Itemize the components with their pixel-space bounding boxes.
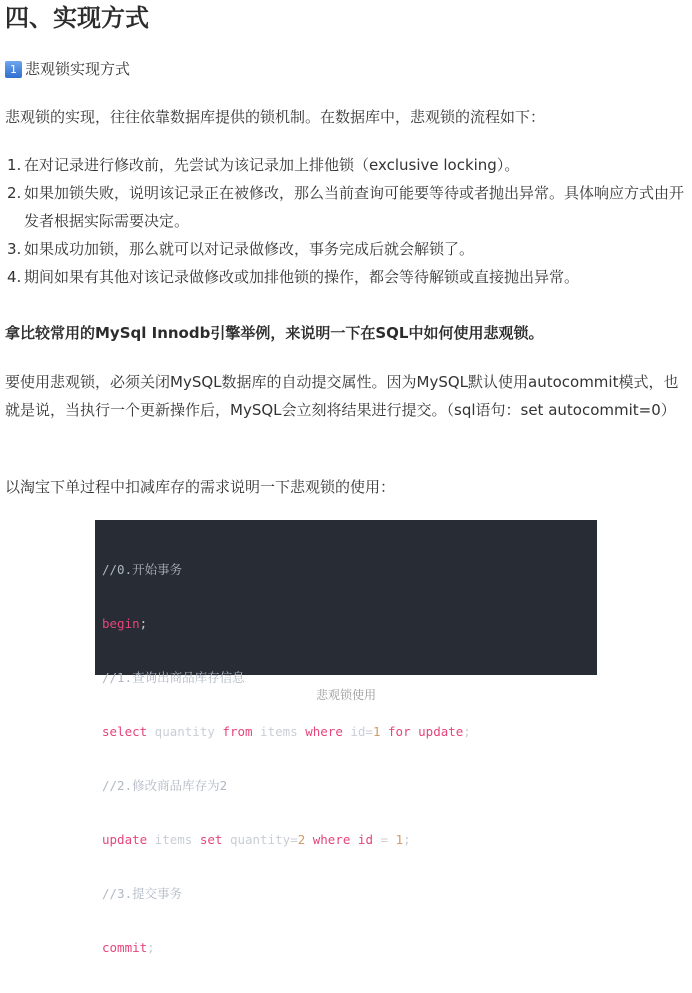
list-item <box>5 263 687 291</box>
code-line <box>102 723 590 741</box>
list-item-number: 4. <box>7 268 22 286</box>
code-text <box>381 724 389 739</box>
list-item-text: 期间如果有其他对该记录做修改或加排他锁的操作，都会等待解锁或直接抛出异常。 <box>24 268 580 286</box>
code-keyword: update <box>418 724 464 739</box>
code-number: 2 <box>297 832 306 847</box>
code-number: 1 <box>395 832 404 847</box>
code-number: 1 <box>372 724 381 739</box>
list-item <box>5 151 687 179</box>
bold-statement: 拿比较常用的MySql Innodb引擎举例，来说明一下在SQL中如何使用悲观锁。 <box>5 324 544 342</box>
list-item-text: 如果加锁失败，说明该记录正在被修改，那么当前查询可能要等待或者抛出异常。具体响应方式由开发者根据实际需要决定。 <box>24 184 685 230</box>
autocommit-paragraph: 要使用悲观锁，必须关闭MySQL数据库的自动提交属性。因为MySQL默认使用autocommit模式，也就是说，当执行一个更新操作后，MySQL会立刻将结果进行提交。（sql语句：set autocommit=0） <box>5 373 679 419</box>
code-text: ; <box>403 832 411 847</box>
list-item-text: 如果成功加锁，那么就可以对记录做修改，事务完成后就会解锁了。 <box>24 240 475 258</box>
code-comment: //2.修改商品库存为2 <box>102 778 228 793</box>
code-line <box>102 669 590 687</box>
code-keyword: update <box>102 832 148 847</box>
steps-list <box>5 151 687 291</box>
code-text <box>350 832 358 847</box>
code-text: ; <box>139 616 148 631</box>
code-line <box>102 561 590 579</box>
code-keyword: where <box>305 724 343 739</box>
code-keyword: commit <box>102 940 148 955</box>
code-text: = <box>372 832 396 847</box>
code-text: quantity <box>147 724 223 739</box>
code-text: items <box>147 832 200 847</box>
code-text: ; <box>463 724 471 739</box>
list-item-number: 1. <box>7 156 22 174</box>
list-item-text: 在对记录进行修改前，先尝试为该记录加上排他锁（exclusive locking）。 <box>24 156 520 174</box>
code-keyword: from <box>222 724 253 739</box>
code-comment: //0.开始事务 <box>102 562 183 577</box>
code-line <box>102 831 590 849</box>
code-keyword: select <box>102 724 148 739</box>
code-text: ; <box>147 940 155 955</box>
code-line <box>102 939 590 957</box>
list-item-number: 3. <box>7 240 22 258</box>
code-keyword: where <box>312 832 351 847</box>
list-item <box>5 235 687 263</box>
code-keyword: set <box>199 832 223 847</box>
code-comment: //1.查询出商品库存信息 <box>102 670 245 685</box>
code-line <box>102 885 590 903</box>
image-caption: 悲观锁使用 <box>315 688 376 702</box>
code-text <box>411 724 419 739</box>
code-text: id= <box>342 724 373 739</box>
code-text: quantity= <box>222 832 298 847</box>
code-keyword: begin <box>102 616 140 631</box>
list-item <box>5 179 687 235</box>
code-text: items <box>252 724 306 739</box>
code-line <box>102 777 590 795</box>
code-line <box>102 615 590 633</box>
subsection-heading <box>5 57 130 81</box>
intro-paragraph: 悲观锁的实现，往往依靠数据库提供的锁机制。在数据库中，悲观锁的流程如下： <box>5 108 546 126</box>
section-heading: 四、实现方式 <box>5 4 149 32</box>
list-item-number: 2. <box>7 184 22 202</box>
subsection-heading-text: 悲观锁实现方式 <box>25 60 131 78</box>
code-keyword: id <box>357 832 373 847</box>
code-text <box>305 832 313 847</box>
example-intro-paragraph: 以淘宝下单过程中扣减库存的需求说明一下悲观锁的使用： <box>5 478 396 496</box>
keycap-one-icon: 1 <box>5 61 22 78</box>
code-comment: //3.提交事务 <box>102 886 183 901</box>
code-keyword: for <box>388 724 411 739</box>
